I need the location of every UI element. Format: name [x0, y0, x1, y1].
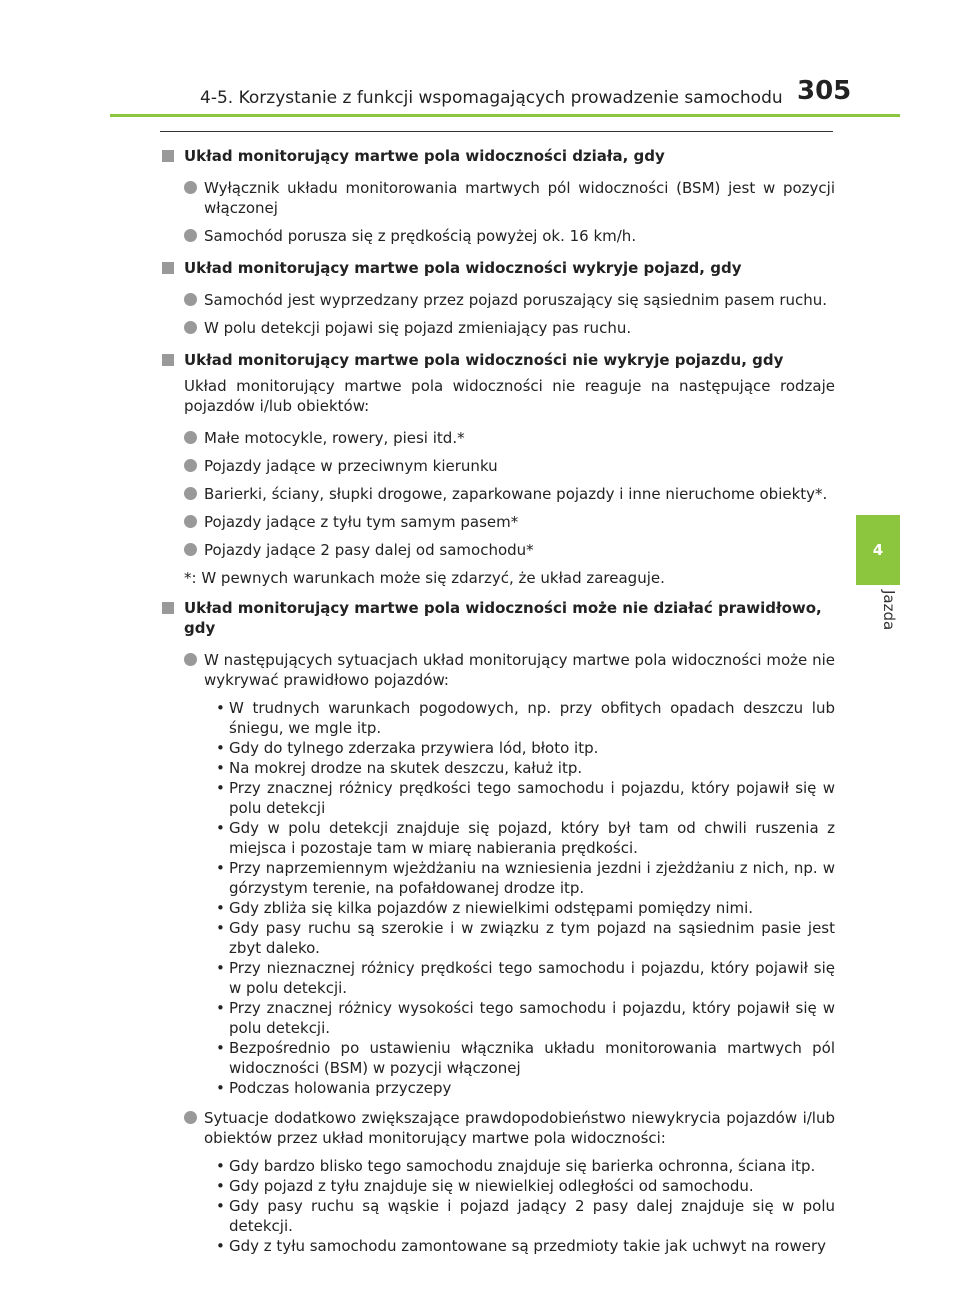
bullet-item: Sytuacje dodatkowo zwiększające prawdopodobieństwo niewykrycia pojazdów i/lub obiektów przez układ monitorujący martwe pola widoczności:: [160, 1108, 835, 1148]
bullet-item: Samochód jest wyprzedzany przez pojazd poruszający się sąsiednim pasem ruchu.: [160, 290, 835, 310]
list-item: • Przy nieznacznej różnicy prędkości tego samochodu i pojazdu, który pojawił się w polu detekcji.: [216, 958, 835, 998]
list-item: • Przy naprzemiennym wjeżdżaniu na wzniesienia jezdni i zjeżdżaniu z nich, np. w górzystym terenie, na pofałdowanej drodze itp.: [216, 858, 835, 898]
round-bullet-icon: [184, 431, 197, 444]
round-bullet-icon: [184, 543, 197, 556]
section-title: 4-5. Korzystanie z funkcji wspomagających prowadzenie samochodu: [200, 88, 783, 108]
bullet-item: Pojazdy jadące 2 pasy dalej od samochodu*: [160, 540, 835, 560]
square-bullet-icon: [162, 262, 174, 274]
list-item: • Gdy pasy ruchu są wąskie i pojazd jadący 2 pasy dalej znajduje się w polu detekcji.: [216, 1196, 835, 1236]
list-item: • Przy znacznej różnicy prędkości tego samochodu i pojazdu, który pojawił się w polu detekcji: [216, 778, 835, 818]
round-bullet-icon: [184, 321, 197, 334]
list-item: • Bezpośrednio po ustawieniu włącznika układu monitorowania martwych pól widoczności (BSM) w pozycji włączonej: [216, 1038, 835, 1078]
footnote: *: W pewnych warunkach może się zdarzyć, że układ zareaguje.: [184, 569, 665, 587]
page-number: 305: [797, 76, 852, 106]
round-bullet-icon: [184, 515, 197, 528]
round-bullet-icon: [184, 1111, 197, 1124]
page-content: [160, 146, 835, 1266]
chapter-tab[interactable]: 4: [856, 515, 900, 585]
list-item: • Gdy bardzo blisko tego samochodu znajduje się barierka ochronna, ściana itp.: [216, 1156, 835, 1176]
list-item: • Gdy w polu detekcji znajduje się pojazd, który był tam od chwili ruszenia z miejsca i pozostaje tam w miarę nabierania prędkości.: [216, 818, 835, 858]
round-bullet-icon: [184, 293, 197, 306]
section-heading: Układ monitorujący martwe pola widoczności działa, gdy: [160, 146, 835, 166]
header-divider: [160, 131, 833, 132]
list-item: • W trudnych warunkach pogodowych, np. przy obfitych opadach deszczu lub śniegu, we mgle itp.: [216, 698, 835, 738]
bullet-item: W polu detekcji pojawi się pojazd zmieniający pas ruchu.: [160, 318, 835, 338]
square-bullet-icon: [162, 150, 174, 162]
bullet-item: Małe motocykle, rowery, piesi itd.*: [160, 428, 835, 448]
bullet-item: Pojazdy jadące w przeciwnym kierunku: [160, 456, 835, 476]
bullet-item: Samochód porusza się z prędkością powyżej ok. 16 km/h.: [160, 226, 835, 246]
round-bullet-icon: [184, 229, 197, 242]
list-item: • Gdy pasy ruchu są szerokie i w związku z tym pojazd na sąsiednim pasie jest zbyt daleko.: [216, 918, 835, 958]
section-heading: Układ monitorujący martwe pola widoczności nie wykryje pojazdu, gdy: [160, 350, 835, 370]
bullet-item: Barierki, ściany, słupki drogowe, zaparkowane pojazdy i inne nieruchome obiekty*.: [160, 484, 835, 504]
list-item: • Gdy pojazd z tyłu znajduje się w niewielkiej odległości od samochodu.: [216, 1176, 835, 1196]
square-bullet-icon: [162, 354, 174, 366]
list-item: • Gdy do tylnego zderzaka przywiera lód, błoto itp.: [216, 738, 835, 758]
list-item: • Podczas holowania przyczepy: [216, 1078, 835, 1098]
list-item: • Przy znacznej różnicy wysokości tego samochodu i pojazdu, który pojawił się w polu detekcji.: [216, 998, 835, 1038]
list-item: • Na mokrej drodze na skutek deszczu, kałuż itp.: [216, 758, 835, 778]
list-item: • Gdy z tyłu samochodu zamontowane są przedmioty takie jak uchwyt na rowery: [216, 1236, 835, 1256]
sub-list: [160, 698, 835, 1098]
section-heading: Układ monitorujący martwe pola widoczności wykryje pojazd, gdy: [160, 258, 835, 278]
bullet-item: W następujących sytuacjach układ monitorujący martwe pola widoczności może nie wykrywać prawidłowo pojazdów:: [160, 650, 835, 690]
list-item: • Gdy zbliża się kilka pojazdów z niewielkimi odstępami pomiędzy nimi.: [216, 898, 835, 918]
bullet-item: Wyłącznik układu monitorowania martwych pól widoczności (BSM) jest w pozycji włączonej: [160, 178, 835, 218]
round-bullet-icon: [184, 459, 197, 472]
section-intro: Układ monitorujący martwe pola widoczności nie reaguje na następujące rodzaje pojazdów i/lub obiektów:: [184, 377, 835, 415]
page-header: [0, 0, 960, 118]
square-bullet-icon: [162, 602, 174, 614]
round-bullet-icon: [184, 487, 197, 500]
sub-list: [160, 1156, 835, 1256]
round-bullet-icon: [184, 181, 197, 194]
chapter-label: Jazda: [880, 590, 898, 631]
bullet-item: Pojazdy jadące z tyłu tym samym pasem*: [160, 512, 835, 532]
round-bullet-icon: [184, 653, 197, 666]
section-heading: Układ monitorujący martwe pola widoczności może nie działać prawidłowo, gdy: [160, 598, 835, 638]
header-accent-rule: [110, 114, 900, 117]
